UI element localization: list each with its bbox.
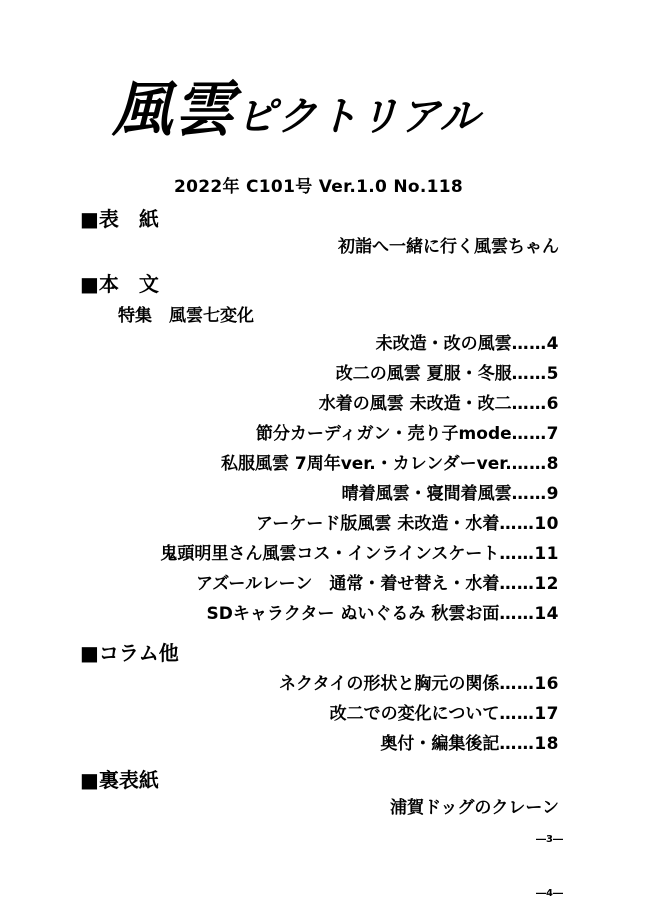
- toc-entry: [160, 543, 559, 565]
- toc-entry-page: ……9: [511, 484, 559, 504]
- toc-entry-text: 未改造・改の風雲: [375, 334, 512, 354]
- toc-entry: [330, 703, 559, 725]
- toc-entry-text: アーケード版風雲 未改造・水着: [255, 514, 500, 534]
- toc-entry-text: 晴着風雲・寝間着風雲: [341, 484, 512, 504]
- toc-entry-text: 改二の風雲 夏服・冬服: [335, 364, 512, 384]
- toc-entry-page: ……18: [499, 734, 559, 754]
- toc-entry-text: 浦賀ドッグのクレーン: [390, 798, 559, 818]
- toc-entry: [390, 797, 559, 819]
- toc-entry-text: アズールレーン 通常・着せ替え・水着: [195, 574, 500, 594]
- toc-entry-page: ……7: [511, 424, 559, 444]
- toc-entry-text: 鬼頭明里さん風雲コス・インラインスケート: [160, 544, 500, 564]
- title-sub: ピクトリアル: [236, 94, 481, 140]
- section-heading-columns: ■コラム他: [80, 641, 179, 665]
- toc-entry: [376, 333, 559, 355]
- toc-entry: [196, 573, 559, 595]
- page-title: [112, 75, 481, 145]
- toc-entry-page: ……5: [511, 364, 559, 384]
- toc-entry-page: ……6: [511, 394, 559, 414]
- toc-entry-page: ……17: [499, 704, 559, 724]
- toc-entry-page: ……8: [511, 454, 559, 474]
- toc-entry-page: ……11: [499, 544, 559, 564]
- toc-entry: [342, 483, 559, 505]
- toc-entry: [279, 673, 559, 695]
- toc-entry-text: 奥付・編集後記: [380, 734, 500, 754]
- toc-entry: [206, 603, 559, 625]
- title-main: 風雲: [112, 75, 236, 145]
- toc-entry: [256, 423, 559, 445]
- toc-entry: [380, 733, 559, 755]
- toc-entry-page: ……12: [499, 574, 559, 594]
- section-heading-back-cover: ■裏表紙: [80, 768, 159, 792]
- toc-entry-page: ……4: [511, 334, 559, 354]
- toc-entry-page: ……16: [499, 674, 559, 694]
- toc-entry-page: ……10: [499, 514, 559, 534]
- section-heading-cover: ■表 紙: [80, 207, 159, 231]
- toc-entry-text: 改二での変化について: [329, 704, 500, 724]
- toc-entry-text: 私服風雲 7周年ver.・カレンダーver.: [220, 454, 512, 474]
- toc-entry: [256, 513, 559, 535]
- toc-entry: [221, 453, 559, 475]
- toc-entry: [338, 236, 559, 258]
- toc-entry-text: SDキャラクター ぬいぐるみ 秋雲お面: [206, 604, 500, 624]
- edition-line: 2022年 C101号 Ver.1.0 No.118: [174, 177, 463, 197]
- feature-heading: 特集 風雲七変化: [118, 306, 254, 326]
- toc-entry-text: ネクタイの形状と胸元の関係: [279, 674, 500, 694]
- toc-entry: [336, 363, 559, 385]
- toc-entry-text: 節分カーディガン・売り子mode: [255, 424, 512, 444]
- page-number: ―3―: [536, 834, 563, 845]
- section-heading-main: ■本 文: [80, 272, 159, 296]
- toc-entry-text: 水着の風雲 未改造・改二: [318, 394, 512, 414]
- toc-entry-text: 初詣へ一緒に行く風雲ちゃん: [338, 237, 559, 257]
- toc-entry-page: ……14: [499, 604, 559, 624]
- page-number-next: ―4―: [536, 888, 563, 899]
- toc-entry: [319, 393, 559, 415]
